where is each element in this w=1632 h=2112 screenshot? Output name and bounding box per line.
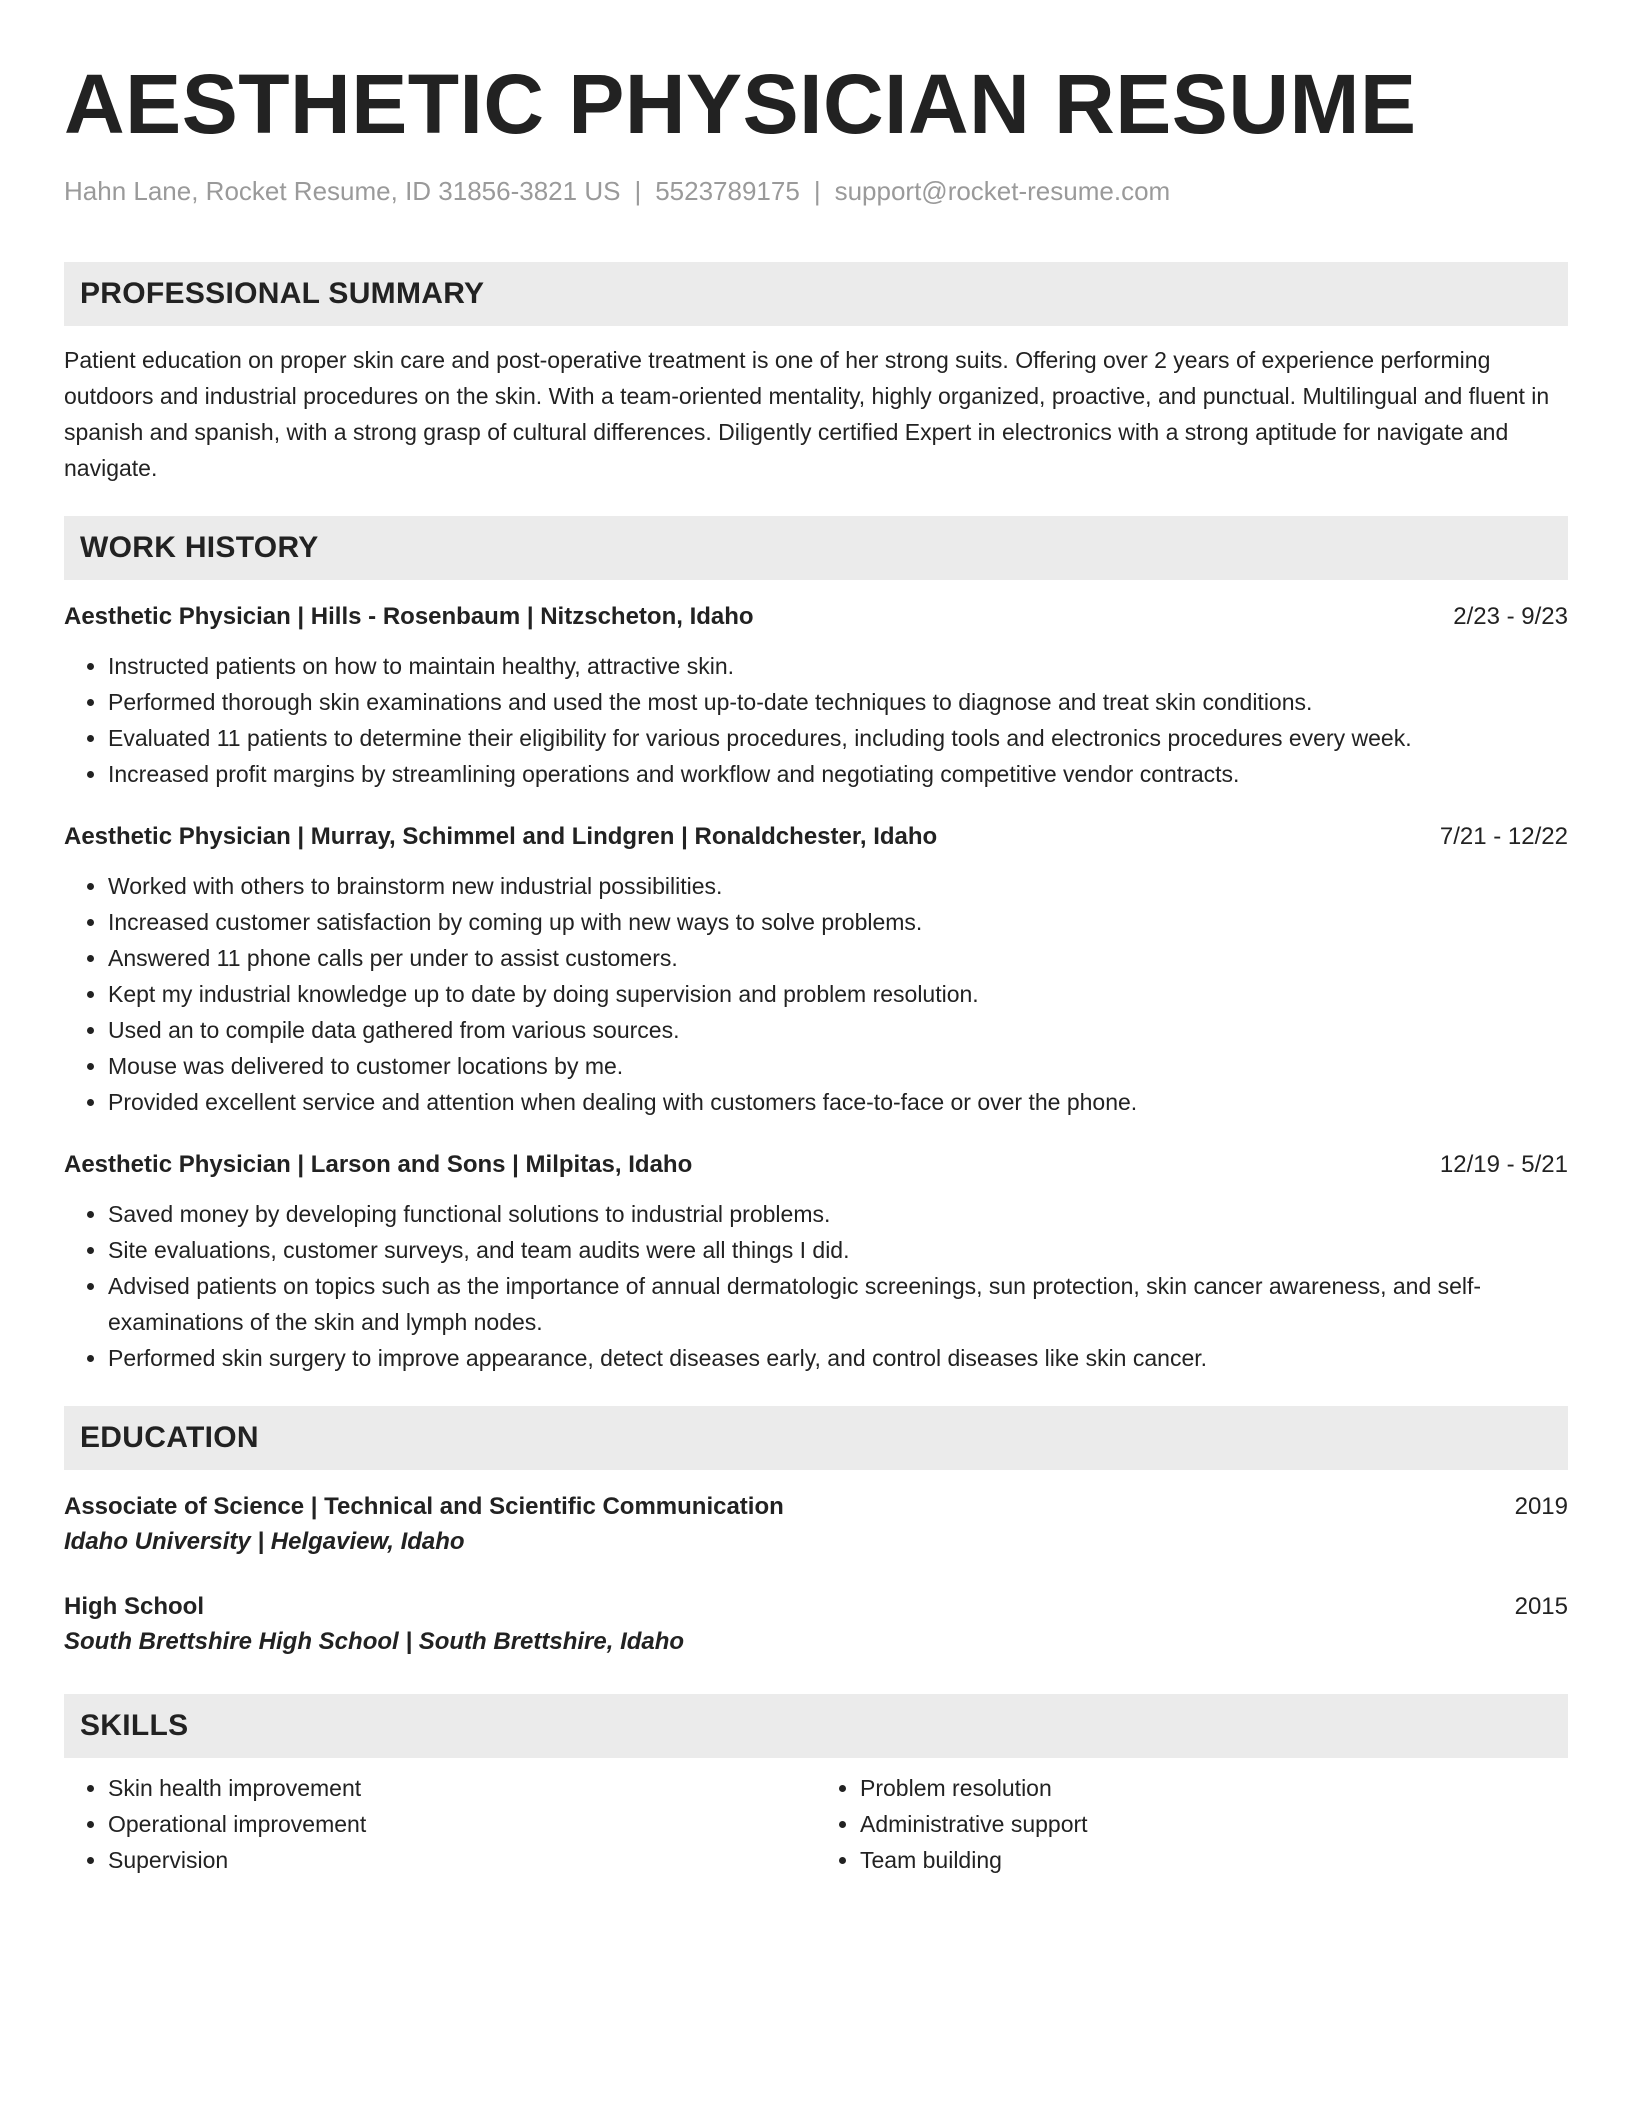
job-dates: 12/19 - 5/21 bbox=[1439, 1151, 1568, 1178]
job-bullet: • Increased customer satisfaction by coming up with new ways to solve problems. bbox=[108, 904, 1568, 940]
education-year: 2015 bbox=[1514, 1593, 1568, 1620]
job-bullet: • Saved money by developing functional solutions to industrial problems. bbox=[108, 1196, 1568, 1232]
skill-item: • Skin health improvement bbox=[108, 1770, 816, 1806]
skills-column-left bbox=[64, 1770, 816, 1878]
job-bullet: • Increased profit margins by streamlining operations and workflow and negotiating competitive vendor contracts. bbox=[108, 756, 1568, 792]
contact-line bbox=[64, 174, 1568, 208]
contact-separator: | bbox=[634, 176, 642, 206]
job-bullet: • Mouse was delivered to customer locations by me. bbox=[108, 1048, 1568, 1084]
job-entry bbox=[64, 600, 1568, 792]
education-year: 2019 bbox=[1514, 1493, 1568, 1520]
section-heading-skills: SKILLS bbox=[64, 1694, 1568, 1758]
resume-title: AESTHETIC PHYSICIAN RESUME bbox=[64, 57, 1417, 151]
job-bullet: • Instructed patients on how to maintain healthy, attractive skin. bbox=[108, 648, 1568, 684]
education-entry bbox=[64, 1490, 1568, 1560]
job-bullets bbox=[64, 1196, 1568, 1376]
skills-column-right bbox=[816, 1770, 1568, 1878]
job-bullet: • Used an to compile data gathered from various sources. bbox=[108, 1012, 1568, 1048]
job-title: Aesthetic Physician | Hills - Rosenbaum | Nitzscheton, Idaho bbox=[64, 603, 754, 630]
job-title: Aesthetic Physician | Larson and Sons | Milpitas, Idaho bbox=[64, 1151, 693, 1178]
job-bullets bbox=[64, 868, 1568, 1120]
job-bullet: • Worked with others to brainstorm new industrial possibilities. bbox=[108, 868, 1568, 904]
education-degree: Associate of Science | Technical and Scientific Communication bbox=[64, 1493, 784, 1520]
skill-item: • Administrative support bbox=[860, 1806, 1568, 1842]
summary-text: Patient education on proper skin care and post-operative treatment is one of her strong suits. Offering over 2 years of experience performing outdoors and industrial procedures on the skin. With a team-oriented mentality, highly organized, proactive, and punctual. Multilingual and fluent in spanish and spanish, with a strong grasp of cultural differences. Diligently certified Expert in electronics with a strong aptitude for navigate and navigate. bbox=[64, 347, 1550, 481]
job-bullet: • Performed thorough skin examinations and used the most up-to-date techniques to diagnose and treat skin conditions. bbox=[108, 684, 1568, 720]
skill-item: • Problem resolution bbox=[860, 1770, 1568, 1806]
skill-item: • Supervision bbox=[108, 1842, 816, 1878]
contact-separator: | bbox=[813, 176, 821, 206]
job-bullets bbox=[64, 648, 1568, 792]
job-dates: 7/21 - 12/22 bbox=[1439, 823, 1568, 850]
job-bullet: • Performed skin surgery to improve appearance, detect diseases early, and control diseases like skin cancer. bbox=[108, 1340, 1568, 1376]
skill-item: • Operational improvement bbox=[108, 1806, 816, 1842]
job-bullet: • Advised patients on topics such as the importance of annual dermatologic screenings, sun protection, skin cancer awareness, and self-examinations of the skin and lymph nodes. bbox=[108, 1268, 1568, 1340]
job-bullet: • Evaluated 11 patients to determine their eligibility for various procedures, including tools and electronics procedures every week. bbox=[108, 720, 1568, 756]
job-bullet: • Answered 11 phone calls per under to assist customers. bbox=[108, 940, 1568, 976]
section-heading-education: EDUCATION bbox=[64, 1406, 1568, 1470]
contact-address: Hahn Lane, Rocket Resume, ID 31856-3821 US bbox=[64, 176, 621, 206]
skill-item: • Team building bbox=[860, 1842, 1568, 1878]
job-entry bbox=[64, 1148, 1568, 1376]
education-school: Idaho University | Helgaview, Idaho bbox=[64, 1528, 465, 1555]
education-school: South Brettshire High School | South Brettshire, Idaho bbox=[64, 1628, 685, 1655]
education-degree: High School bbox=[64, 1593, 204, 1620]
job-dates: 2/23 - 9/23 bbox=[1453, 603, 1568, 630]
section-heading-summary: PROFESSIONAL SUMMARY bbox=[64, 262, 1568, 326]
job-bullet: • Kept my industrial knowledge up to date by doing supervision and problem resolution. bbox=[108, 976, 1568, 1012]
job-entry bbox=[64, 820, 1568, 1120]
education-entry bbox=[64, 1590, 1568, 1660]
contact-email: support@rocket-resume.com bbox=[834, 176, 1171, 206]
section-heading-work: WORK HISTORY bbox=[64, 516, 1568, 580]
job-bullet: • Provided excellent service and attention when dealing with customers face-to-face or over the phone. bbox=[108, 1084, 1568, 1120]
skills-list bbox=[64, 1770, 1568, 1878]
job-bullet: • Site evaluations, customer surveys, and team audits were all things I did. bbox=[108, 1232, 1568, 1268]
contact-phone: 5523789175 bbox=[655, 176, 800, 206]
job-title: Aesthetic Physician | Murray, Schimmel and Lindgren | Ronaldchester, Idaho bbox=[64, 823, 938, 850]
